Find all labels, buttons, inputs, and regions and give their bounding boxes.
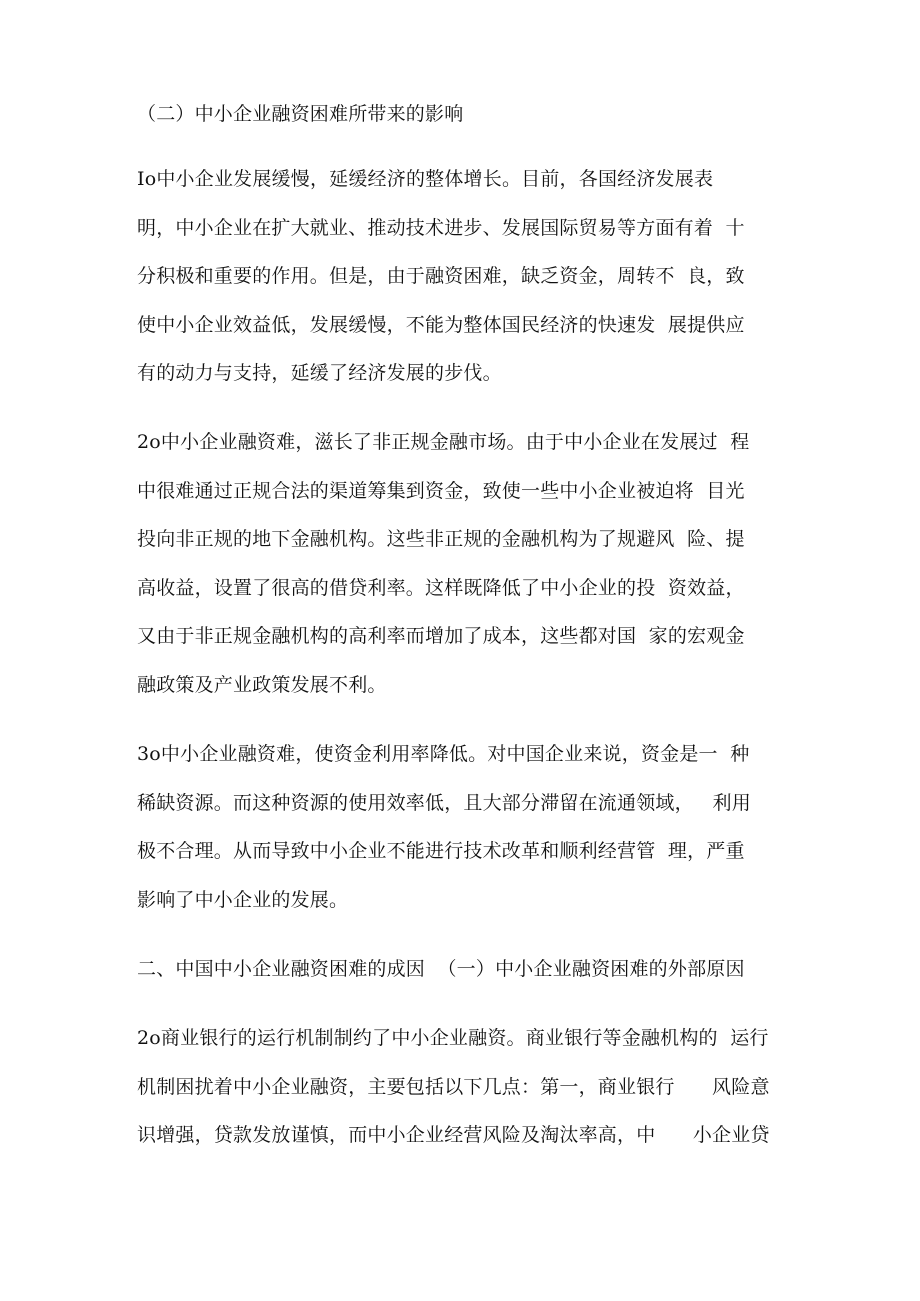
paragraph-1-line: 明，中小企业在扩大就业、推动技术进步、发展国际贸易等方面有着 十 xyxy=(137,217,745,239)
chapter-heading: 二、中国中小企业融资困难的成因 （一）中小企业融资困难的外部原因 xyxy=(137,958,745,980)
paragraph-2-line: 融政策及产业政策发展不利。 xyxy=(137,674,387,696)
paragraph-4-line: 机制困扰着中小企业融资，主要包括以下几点：第一，商业银行 风险意 xyxy=(137,1076,770,1098)
paragraph-1-line: 有的动力与支持，延缓了经济发展的步伐。 xyxy=(137,362,502,384)
section-heading: （二）中小企业融资困难所带来的影响 xyxy=(137,103,464,125)
paragraph-3-line: 稀缺资源。而这种资源的使用效率低，且大部分滞留在流通领域， 利用 xyxy=(137,792,751,814)
paragraph-1-line: 分积极和重要的作用。但是，由于融资困难，缺乏资金，周转不 良，致 xyxy=(137,265,745,287)
paragraph-2-line: 高收益，设置了很高的借贷利率。这样既降低了中小企业的投 资效益， xyxy=(137,577,745,599)
paragraph-4-line: 2o商业银行的运行机制制约了中小企业融资。商业银行等金融机构的 运行 xyxy=(137,1027,769,1049)
paragraph-2-line: 投向非正规的地下金融机构。这些非正规的金融机构为了规避风 险、提 xyxy=(137,528,745,550)
paragraph-1-line: Io中小企业发展缓慢，延缓经济的整体增长。目前，各国经济发展表 xyxy=(137,168,714,190)
paragraph-2-line: 又由于非正规金融机构的高利率而增加了成本，这些都对国 家的宏观金 xyxy=(137,625,745,647)
paragraph-3-line: 影响了中小企业的发展。 xyxy=(137,889,349,911)
paragraph-4-line: 识增强，贷款发放谨慎，而中小企业经营风险及淘汰率高，中 小企业贷 xyxy=(137,1124,770,1146)
paragraph-1-line: 使中小企业效益低，发展缓慢，不能为整体国民经济的快速发 展提供应 xyxy=(137,314,745,336)
paragraph-3-line: 3o中小企业融资难，使资金利用率降低。对中国企业来说，资金是一 种 xyxy=(137,743,750,765)
paragraph-2-line: 中很难通过正规合法的渠道筹集到资金，致使一些中小企业被迫将 目光 xyxy=(137,480,745,502)
paragraph-2-line: 2o中小企业融资难，滋长了非正规金融市场。由于中小企业在发展过 程 xyxy=(137,431,750,453)
paragraph-3-line: 极不合理。从而导致中小企业不能进行技术改革和顺利经营管 理，严重 xyxy=(137,840,745,862)
